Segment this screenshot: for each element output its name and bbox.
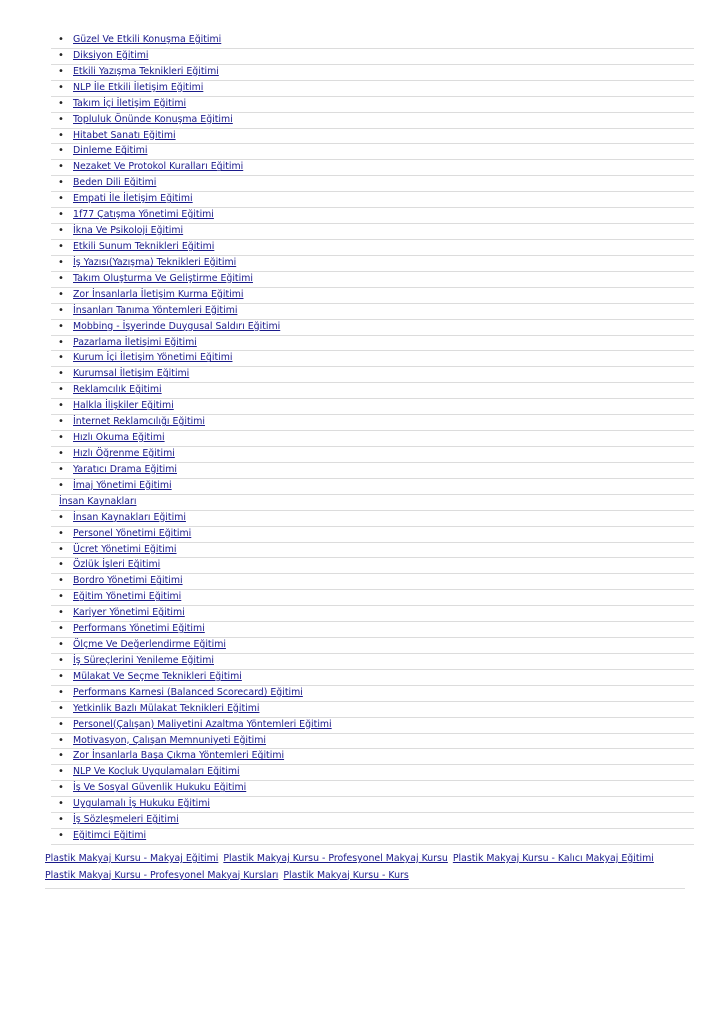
- bullet-icon: •: [58, 320, 64, 332]
- bullet-icon: •: [58, 400, 64, 412]
- hr-training-link[interactable]: Özlük İşleri Eğitimi: [73, 559, 161, 571]
- hr-training-link[interactable]: Zor İnsanlarla Başa Çıkma Yöntemleri Eğitimi: [73, 750, 285, 762]
- training-link[interactable]: 1f77 Çatışma Yönetimi Eğitimi: [73, 209, 214, 221]
- bullet-icon: •: [58, 432, 64, 444]
- bullet-icon: •: [58, 670, 64, 682]
- footer-link[interactable]: Plastik Makyaj Kursu - Profesyonel Makyaj Kursu: [223, 853, 448, 864]
- training-link[interactable]: Etkili Sunum Teknikleri Eğitimi: [73, 240, 215, 252]
- hr-training-link[interactable]: Uygulamalı İş Hukuku Eğitimi: [73, 798, 210, 810]
- hr-training-item: [51, 527, 694, 543]
- bullet-icon: •: [58, 161, 64, 173]
- training-link[interactable]: Hızlı Okuma Eğitimi: [73, 432, 165, 444]
- training-link[interactable]: İnternet Reklamcılığı Eğitimi: [73, 416, 205, 428]
- training-item: [51, 160, 694, 176]
- training-item: [51, 367, 694, 383]
- bullet-icon: •: [58, 256, 64, 268]
- bullet-icon: •: [58, 113, 64, 125]
- training-item: [51, 336, 694, 352]
- training-item: [51, 479, 694, 495]
- hr-training-item: [51, 558, 694, 574]
- hr-training-link[interactable]: Personel(Çalışan) Maliyetini Azaltma Yöntemleri Eğitimi: [73, 718, 332, 730]
- footer-link[interactable]: Plastik Makyaj Kursu - Profesyonel Makyaj Kursları: [45, 869, 279, 881]
- bullet-icon: •: [58, 543, 64, 555]
- training-link[interactable]: Etkili Yazışma Teknikleri Eğitimi: [73, 65, 219, 77]
- bullet-icon: •: [58, 623, 64, 635]
- hr-training-link[interactable]: İş Sözleşmeleri Eğitimi: [73, 814, 179, 826]
- bullet-icon: •: [58, 734, 64, 746]
- footer-link[interactable]: Plastik Makyaj Kursu - Makyaj Eğitimi: [45, 853, 219, 864]
- footer-link[interactable]: Plastik Makyaj Kursu - Kalıcı Makyaj Eğitimi: [452, 853, 654, 864]
- training-link[interactable]: Reklamcılık Eğitimi: [73, 384, 162, 396]
- training-item: [51, 447, 694, 463]
- hr-training-link[interactable]: İş Süreçlerini Yenileme Eğitimi: [73, 654, 214, 666]
- bullet-icon: •: [58, 607, 64, 619]
- bullet-icon: •: [58, 49, 64, 61]
- bullet-icon: •: [58, 702, 64, 714]
- bullet-icon: •: [58, 304, 64, 316]
- training-item: [51, 49, 694, 65]
- hr-training-link[interactable]: Ücret Yönetimi Eğitimi: [73, 543, 177, 555]
- hr-training-item: [51, 734, 694, 750]
- bullet-icon: •: [58, 34, 64, 45]
- training-item: [51, 431, 694, 447]
- training-item: [51, 240, 694, 256]
- bullet-icon: •: [58, 384, 64, 396]
- hr-training-item: [51, 543, 694, 559]
- hr-training-item: [51, 606, 694, 622]
- training-item: [51, 415, 694, 431]
- training-link[interactable]: Hitabet Sanatı Eğitimi: [73, 129, 176, 141]
- training-link[interactable]: Beden Dili Eğitimi: [73, 177, 157, 189]
- bullet-icon: •: [58, 463, 64, 475]
- training-link[interactable]: Hızlı Öğrenme Eğitimi: [73, 447, 175, 459]
- hr-training-link[interactable]: Mülakat Ve Seçme Teknikleri Eğitimi: [73, 670, 242, 682]
- hr-training-item: [51, 686, 694, 702]
- hr-training-link[interactable]: Performans Karnesi (Balanced Scorecard) Eğitimi: [73, 686, 303, 698]
- bullet-icon: •: [58, 479, 64, 491]
- bullet-icon: •: [58, 177, 64, 189]
- bullet-icon: •: [58, 639, 64, 651]
- hr-training-item: [51, 749, 694, 765]
- hr-training-link[interactable]: Bordro Yönetimi Eğitimi: [73, 575, 183, 587]
- training-link[interactable]: Nezaket Ve Protokol Kuralları Eğitimi: [73, 161, 244, 173]
- training-item: [51, 399, 694, 415]
- hr-training-link[interactable]: Kariyer Yönetimi Eğitimi: [73, 607, 185, 619]
- training-item: [51, 113, 694, 129]
- hr-training-item: [51, 813, 694, 829]
- hr-training-item: [51, 797, 694, 813]
- hr-training-item: [51, 590, 694, 606]
- bullet-icon: •: [58, 654, 64, 666]
- hr-training-item: [51, 574, 694, 590]
- bullet-icon: •: [58, 416, 64, 428]
- hr-training-item: [51, 765, 694, 781]
- bullet-icon: •: [58, 336, 64, 348]
- bullet-icon: •: [58, 447, 64, 459]
- footer-link[interactable]: Plastik Makyaj Kursu - Kurs: [283, 869, 409, 881]
- training-item: [51, 208, 694, 224]
- hr-training-item: [51, 718, 694, 734]
- bullet-icon: •: [58, 750, 64, 762]
- bullet-icon: •: [58, 145, 64, 157]
- hr-training-item: [51, 638, 694, 654]
- training-link[interactable]: Zor İnsanlarla İletişim Kurma Eğitimi: [73, 288, 244, 300]
- training-list-human-resources: [0, 511, 728, 845]
- bullet-icon: •: [58, 65, 64, 77]
- training-item: [51, 256, 694, 272]
- bullet-icon: •: [58, 575, 64, 587]
- training-link[interactable]: Takım İçi İletişim Eğitimi: [73, 97, 187, 109]
- training-item: [51, 81, 694, 97]
- bullet-icon: •: [58, 782, 64, 794]
- training-link[interactable]: Takım Oluşturma Ve Geliştirme Eğitimi: [73, 272, 253, 284]
- training-link[interactable]: İnsanları Tanıma Yöntemleri Eğitimi: [73, 304, 238, 316]
- training-link[interactable]: Diksiyon Eğitimi: [73, 49, 149, 61]
- training-item: [51, 351, 694, 367]
- bullet-icon: •: [58, 209, 64, 221]
- training-item: [51, 129, 694, 145]
- section-heading-link[interactable]: İnsan Kaynakları: [59, 495, 137, 507]
- hr-training-link[interactable]: İnsan Kaynakları Eğitimi: [73, 511, 186, 523]
- hr-training-link[interactable]: Eğitim Yönetimi Eğitimi: [73, 591, 182, 603]
- training-link[interactable]: Empati İle İletişim Eğitimi: [73, 193, 193, 205]
- training-link[interactable]: İkna Ve Psikoloji Eğitimi: [73, 225, 184, 237]
- hr-training-item: [51, 702, 694, 718]
- training-item: [51, 272, 694, 288]
- training-item: [51, 224, 694, 240]
- training-link[interactable]: Kurumsal İletişim Eğitimi: [73, 368, 190, 380]
- training-link[interactable]: Yaratıcı Drama Eğitimi: [73, 463, 177, 475]
- training-item: [51, 65, 694, 81]
- training-link[interactable]: İş Yazısı(Yazışma) Teknikleri Eğitimi: [73, 256, 237, 268]
- hr-training-link[interactable]: Yetkinlik Bazlı Mülakat Teknikleri Eğitimi: [73, 702, 260, 714]
- bullet-icon: •: [58, 225, 64, 237]
- hr-training-link[interactable]: Motivasyon, Çalışan Memnuniyeti Eğitimi: [73, 734, 267, 746]
- training-link[interactable]: Dinleme Eğitimi: [73, 145, 148, 157]
- hr-training-link[interactable]: NLP Ve Koçluk Uygulamaları Eğitimi: [73, 766, 240, 778]
- training-item: [51, 320, 694, 336]
- bullet-icon: •: [58, 559, 64, 571]
- bullet-icon: •: [58, 97, 64, 109]
- training-item: [51, 33, 694, 49]
- bullet-icon: •: [58, 352, 64, 364]
- training-link[interactable]: NLP İle Etkili İletişim Eğitimi: [73, 81, 204, 93]
- hr-training-item: [51, 622, 694, 638]
- training-link[interactable]: Topluluk Önünde Konuşma Eğitimi: [73, 113, 233, 125]
- training-link[interactable]: Pazarlama İletişimi Eğitimi: [73, 336, 197, 348]
- bullet-icon: •: [58, 272, 64, 284]
- bullet-icon: •: [58, 81, 64, 93]
- bullet-icon: •: [58, 193, 64, 205]
- bullet-icon: •: [58, 686, 64, 698]
- training-link[interactable]: İmaj Yönetimi Eğitimi: [73, 479, 172, 491]
- bullet-icon: •: [58, 288, 64, 300]
- training-list-communication: [0, 33, 728, 495]
- training-item: [51, 192, 694, 208]
- bullet-icon: •: [58, 798, 64, 810]
- bullet-icon: •: [58, 814, 64, 826]
- hr-training-item: [51, 670, 694, 686]
- training-link[interactable]: Halkla İlişkiler Eğitimi: [73, 400, 174, 412]
- hr-training-item: [51, 511, 694, 527]
- footer-links: [45, 851, 685, 889]
- bullet-icon: •: [58, 368, 64, 380]
- training-item: [51, 288, 694, 304]
- training-link[interactable]: Kurum İçi İletişim Yönetimi Eğitimi: [73, 352, 233, 364]
- training-item: [51, 383, 694, 399]
- document-content: [0, 33, 728, 845]
- training-item: [51, 144, 694, 160]
- hr-training-link[interactable]: Personel Yönetimi Eğitimi: [73, 527, 192, 539]
- bullet-icon: •: [58, 591, 64, 603]
- bullet-icon: •: [58, 527, 64, 539]
- section-heading-human-resources[interactable]: [51, 495, 694, 511]
- training-item: [51, 463, 694, 479]
- hr-training-item: [51, 781, 694, 797]
- hr-training-link[interactable]: İş Ve Sosyal Güvenlik Hukuku Eğitimi: [73, 782, 247, 794]
- bullet-icon: •: [58, 511, 64, 523]
- bullet-icon: •: [58, 718, 64, 730]
- hr-training-link[interactable]: Performans Yönetimi Eğitimi: [73, 623, 205, 635]
- bullet-icon: •: [58, 830, 64, 842]
- hr-training-item: [51, 829, 694, 845]
- hr-training-link[interactable]: Ölçme Ve Değerlendirme Eğitimi: [73, 639, 226, 651]
- hr-training-item: [51, 654, 694, 670]
- hr-training-link[interactable]: Eğitimci Eğitimi: [73, 830, 147, 842]
- training-item: [51, 304, 694, 320]
- bullet-icon: •: [58, 240, 64, 252]
- training-link[interactable]: Mobbing - İşyerinde Duygusal Saldırı Eğitimi: [73, 320, 281, 332]
- bullet-icon: •: [58, 129, 64, 141]
- training-item: [51, 176, 694, 192]
- bullet-icon: •: [58, 766, 64, 778]
- training-link[interactable]: Güzel Ve Etkili Konuşma Eğitimi: [73, 34, 222, 45]
- training-item: [51, 97, 694, 113]
